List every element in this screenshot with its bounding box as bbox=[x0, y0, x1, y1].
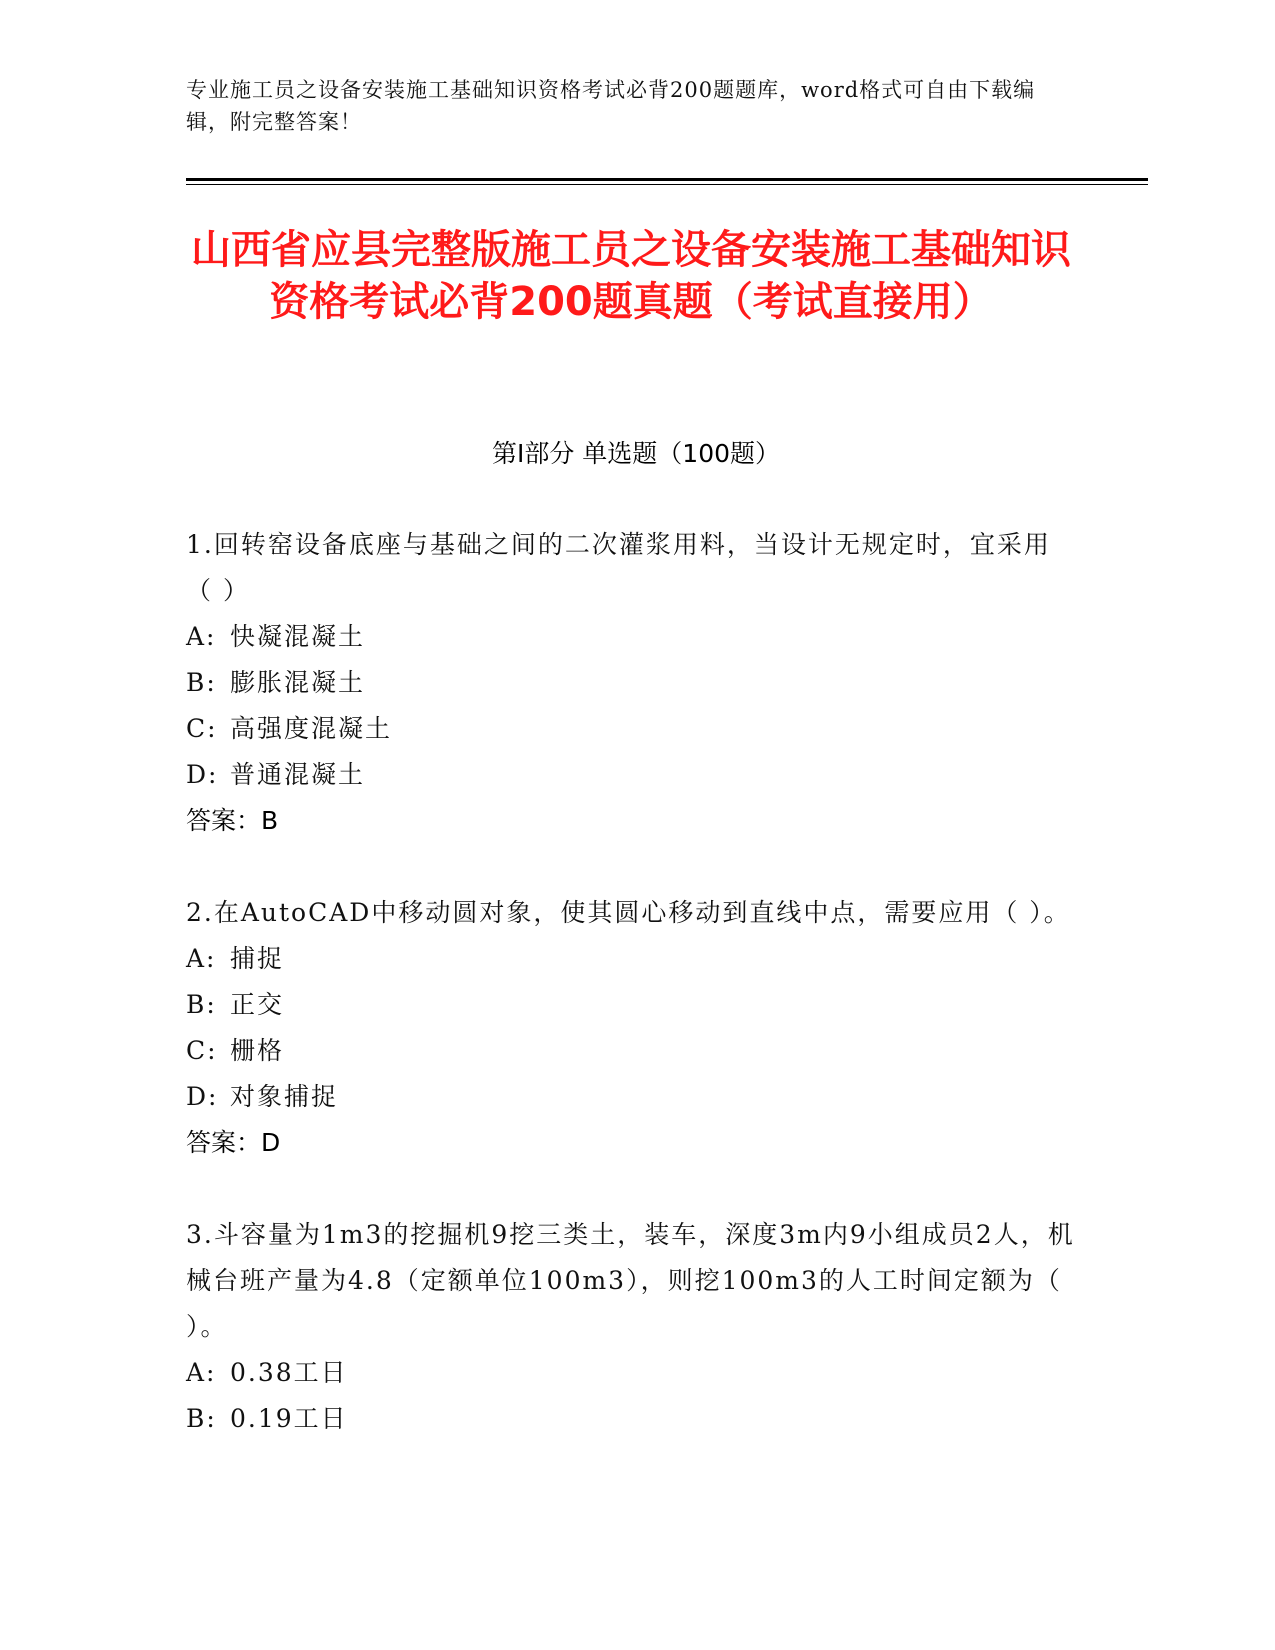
option-text: 正交 bbox=[230, 990, 285, 1019]
option-a bbox=[186, 614, 1076, 660]
option-text: 高强度混凝土 bbox=[230, 714, 393, 743]
option-key: B: bbox=[186, 990, 217, 1019]
header-divider-thin bbox=[186, 184, 1148, 185]
option-b bbox=[186, 660, 1076, 706]
question-2 bbox=[186, 890, 1076, 1166]
question-list bbox=[186, 522, 1076, 1488]
question-stem: 2.在AutoCAD中移动圆对象，使其圆心移动到直线中点，需要应用（ ）。 bbox=[186, 898, 1071, 927]
option-text: 快凝混凝土 bbox=[230, 622, 366, 651]
header-divider-thick bbox=[186, 178, 1148, 181]
section-title: 第Ⅰ部分 单选题（100题） bbox=[491, 439, 781, 468]
option-b bbox=[186, 982, 1076, 1028]
option-c bbox=[186, 706, 1076, 752]
question-stem: 3.斗容量为1m3的挖掘机9挖三类土，装车，深度3m内9小组成员2人，机械台班产量为4.8（定额单位100m3），则挖100m3的人工时间定额为（ ）。 bbox=[186, 1220, 1075, 1341]
option-text: 捕捉 bbox=[230, 944, 285, 973]
question-3 bbox=[186, 1212, 1076, 1442]
option-text: 栅格 bbox=[230, 1036, 285, 1065]
option-key: D: bbox=[186, 760, 219, 789]
option-text: 对象捕捉 bbox=[230, 1082, 339, 1111]
option-key: C: bbox=[186, 1036, 218, 1065]
option-text: 0.19工日 bbox=[230, 1404, 348, 1433]
option-key: A: bbox=[186, 1358, 217, 1387]
header-note: 专业施工员之设备安装施工基础知识资格考试必背200题题库，word格式可自由下载编辑，附完整答案！ bbox=[186, 78, 1036, 134]
option-key: A: bbox=[186, 944, 217, 973]
option-key: A: bbox=[186, 622, 217, 651]
option-key: B: bbox=[186, 1404, 217, 1433]
answer-line: 答案：D bbox=[186, 1128, 281, 1157]
answer-line: 答案：B bbox=[186, 806, 279, 835]
option-c bbox=[186, 1028, 1076, 1074]
option-d bbox=[186, 1074, 1076, 1120]
option-d bbox=[186, 752, 1076, 798]
document-title: 山西省应县完整版施工员之设备安装施工基础知识资格考试必背200题真题（考试直接用） bbox=[191, 227, 1071, 325]
option-a bbox=[186, 936, 1076, 982]
option-key: B: bbox=[186, 668, 217, 697]
option-a bbox=[186, 1350, 1076, 1396]
option-key: D: bbox=[186, 1082, 219, 1111]
option-text: 普通混凝土 bbox=[230, 760, 366, 789]
option-text: 膨胀混凝土 bbox=[230, 668, 366, 697]
question-stem: 1.回转窑设备底座与基础之间的二次灌浆用料，当设计无规定时，宜采用（ ） bbox=[186, 530, 1051, 605]
option-key: C: bbox=[186, 714, 218, 743]
option-text: 0.38工日 bbox=[230, 1358, 348, 1387]
option-b bbox=[186, 1396, 1076, 1442]
question-1 bbox=[186, 522, 1076, 844]
